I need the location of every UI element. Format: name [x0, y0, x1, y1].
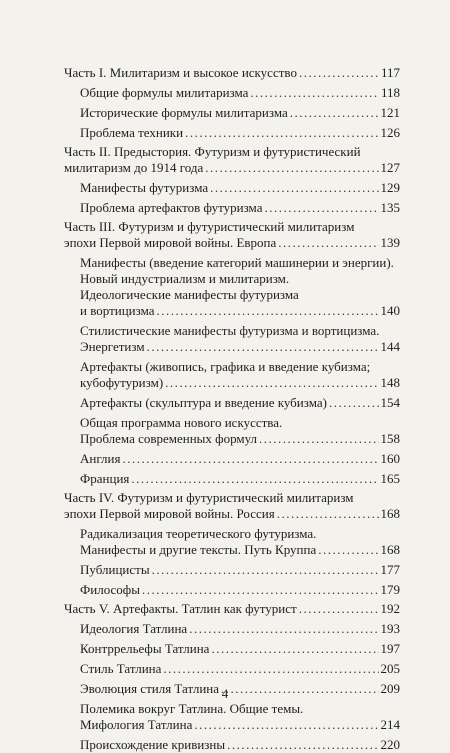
page-number: 4	[221, 686, 229, 701]
toc-entry-title: Стиль Татлина	[80, 661, 162, 676]
dot-leader	[259, 431, 378, 447]
toc-section-entry	[64, 582, 400, 598]
dot-leader	[131, 471, 378, 487]
dot-leader	[142, 582, 379, 598]
toc-page-number: 126	[380, 125, 400, 140]
toc-page-number: 158	[380, 431, 400, 446]
toc-entry-title: Часть I. Милитаризм и высокое искусство	[64, 65, 297, 80]
toc-entry-title: Происхождение кривизны	[80, 737, 226, 752]
toc-section-entry	[64, 85, 400, 101]
toc-section-entry	[64, 180, 400, 196]
dot-leader	[211, 641, 378, 657]
toc-page-number: 168	[380, 506, 400, 521]
dot-leader	[189, 621, 378, 637]
toc-section-entry	[64, 323, 400, 355]
toc-entry-title: Мифология Татлина	[80, 717, 193, 732]
toc-page-number: 214	[380, 717, 400, 732]
toc-section-entry	[64, 526, 400, 558]
dot-leader	[329, 395, 379, 411]
dot-leader	[290, 105, 379, 121]
dot-leader	[205, 160, 378, 176]
toc-page-number: 165	[380, 471, 400, 486]
toc-entry-title: кубофутуризм)	[80, 375, 164, 390]
dot-leader	[299, 601, 379, 617]
toc-page-number: 121	[380, 105, 400, 120]
toc-entry-title: Проблема техники	[80, 125, 184, 140]
toc-entry-title: эпохи Первой мировой войны. Россия	[64, 506, 275, 521]
dot-leader	[210, 180, 378, 196]
toc-entry-title-line: Часть II. Предыстория. Футуризм и футуристический	[64, 144, 361, 159]
dot-leader	[185, 125, 378, 141]
toc-page-number: 168	[380, 542, 400, 557]
toc-page-number: 205	[380, 661, 400, 676]
toc-entry-title: Общие формулы милитаризма	[80, 85, 249, 100]
toc-part-entry	[64, 219, 400, 251]
toc-entry-title: Франция	[80, 471, 130, 486]
toc-entry-title: Проблема артефактов футуризма	[80, 200, 263, 215]
dot-leader	[227, 737, 378, 753]
toc-page-number: 209	[380, 681, 400, 696]
toc-entry-title-line: Часть IV. Футуризм и футуристический милитаризм	[64, 490, 354, 505]
toc-page-number: 144	[380, 339, 400, 354]
toc-entry-title: и вортицизма	[80, 303, 155, 318]
toc-entry-title-line: Общая программа нового искусства.	[80, 415, 283, 430]
toc-section-entry	[64, 737, 400, 753]
table-of-contents	[64, 62, 400, 753]
toc-section-entry	[64, 415, 400, 447]
toc-page-number: 179	[380, 582, 400, 597]
toc-part-entry	[64, 490, 400, 522]
dot-leader	[277, 506, 379, 522]
toc-section-entry	[64, 661, 400, 677]
dot-leader	[147, 339, 379, 355]
toc-entry-title-line: Идеологические манифесты футуризма	[80, 287, 299, 302]
toc-entry-title: Идеология Татлина	[80, 621, 188, 636]
toc-section-entry	[64, 641, 400, 657]
toc-section-entry	[64, 395, 400, 411]
toc-entry-title: Эволюция стиля Татлина	[80, 681, 220, 696]
toc-page-number: 177	[380, 562, 400, 577]
toc-entry-title-line: Новый индустриализм и милитаризм.	[80, 271, 290, 286]
toc-entry-title-line: Манифесты (введение категорий машинерии и энергии).	[80, 255, 394, 270]
toc-page-number: 193	[380, 621, 400, 636]
toc-page-number: 127	[380, 160, 400, 175]
dot-leader	[122, 451, 378, 467]
dot-leader	[194, 717, 378, 733]
dot-leader	[250, 85, 379, 101]
toc-section-entry	[64, 359, 400, 391]
toc-page-number: 160	[380, 451, 400, 466]
dot-leader	[299, 65, 379, 81]
toc-entry-title: эпохи Первой мировой войны. Европа	[64, 235, 277, 250]
toc-entry-title: милитаризм до 1914 года	[64, 160, 204, 175]
toc-page-number: 192	[380, 601, 400, 616]
toc-section-entry	[64, 451, 400, 467]
toc-section-entry	[64, 125, 400, 141]
dot-leader	[165, 375, 378, 391]
toc-section-entry	[64, 471, 400, 487]
dot-leader	[157, 303, 379, 319]
toc-entry-title: Проблема современных формул	[80, 431, 258, 446]
toc-entry-title: Часть V. Артефакты. Татлин как футурист	[64, 601, 297, 616]
toc-section-entry	[64, 701, 400, 733]
toc-part-entry	[64, 65, 400, 81]
toc-page-number: 118	[380, 85, 400, 100]
toc-entry-title: Манифесты и другие тексты. Путь Круппа	[80, 542, 317, 557]
toc-entry-title: Манифесты футуризма	[80, 180, 209, 195]
toc-entry-title: Контррельефы Татлина	[80, 641, 210, 656]
dot-leader	[152, 562, 379, 578]
toc-section-entry	[64, 562, 400, 578]
toc-section-entry	[64, 621, 400, 637]
toc-section-entry	[64, 105, 400, 121]
toc-part-entry	[64, 144, 400, 176]
toc-section-entry	[64, 200, 400, 216]
toc-part-entry	[64, 601, 400, 617]
toc-entry-title: Энергетизм	[80, 339, 145, 354]
toc-entry-title: Артефакты (скульптура и введение кубизма)	[80, 395, 327, 410]
toc-page-number: 140	[380, 303, 400, 318]
toc-page-number: 117	[380, 65, 400, 80]
toc-page-number: 129	[380, 180, 400, 195]
toc-page-number: 220	[380, 737, 400, 752]
toc-page-number: 139	[380, 235, 400, 250]
dot-leader	[318, 542, 378, 558]
toc-entry-title: Публицисты	[80, 562, 150, 577]
toc-page-number: 197	[380, 641, 400, 656]
toc-page-number: 154	[380, 395, 400, 410]
dot-leader	[163, 661, 378, 677]
toc-entry-title: Философы	[80, 582, 140, 597]
toc-section-entry	[64, 255, 400, 319]
toc-entry-title-line: Артефакты (живопись, графика и введение кубизма;	[80, 359, 371, 374]
toc-entry-title-line: Стилистические манифесты футуризма и вортицизма.	[80, 323, 380, 338]
toc-entry-title-line: Полемика вокруг Татлина. Общие темы.	[80, 701, 304, 716]
toc-entry-title: Англия	[80, 451, 121, 466]
dot-leader	[264, 200, 378, 216]
toc-entry-title: Исторические формулы милитаризма	[80, 105, 288, 120]
toc-entry-title-line: Радикализация теоретического футуризма.	[80, 526, 317, 541]
toc-page-number: 135	[380, 200, 400, 215]
dot-leader	[278, 235, 378, 251]
toc-entry-title-line: Часть III. Футуризм и футуристический милитаризм	[64, 219, 355, 234]
toc-page-number: 148	[380, 375, 400, 390]
